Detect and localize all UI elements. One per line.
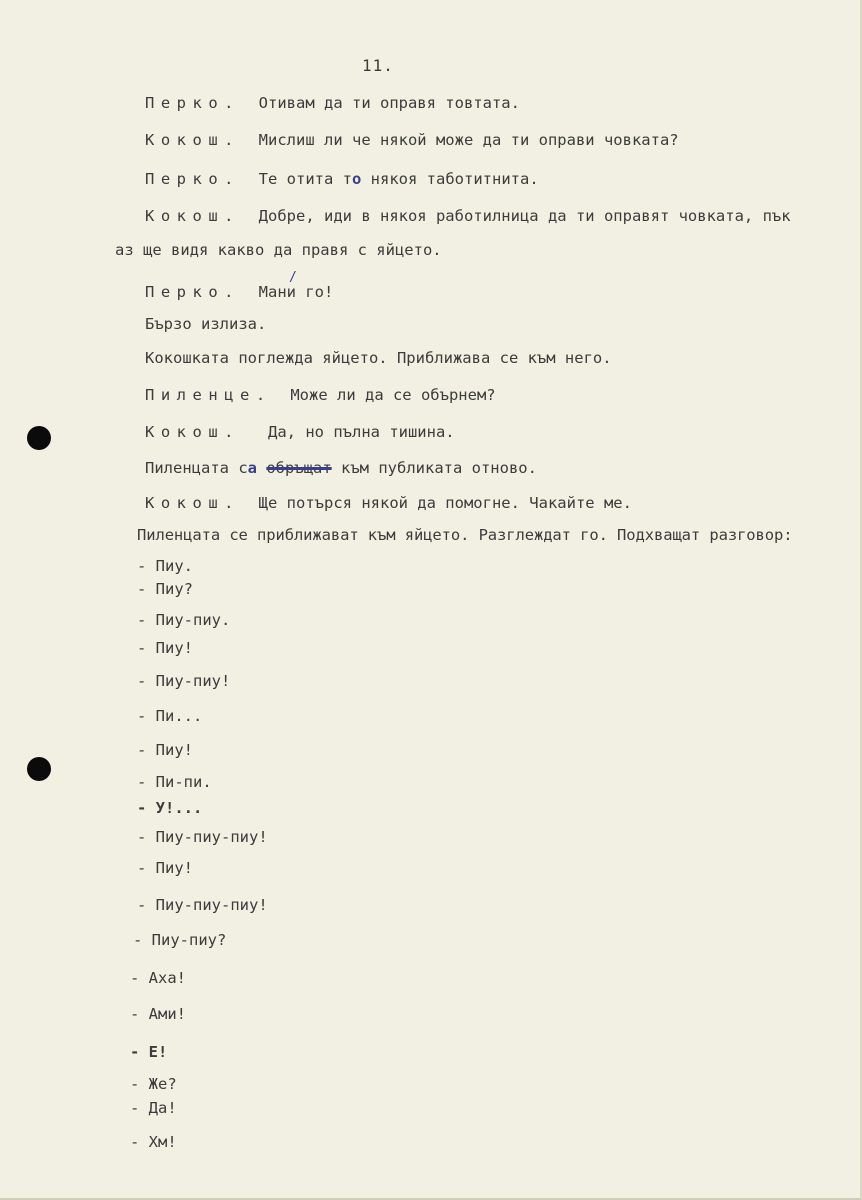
line-text: някоя таботитнита. [361,170,539,188]
dialogue-line: - Пиу-пиу-пиу! [137,896,268,914]
stage-direction [145,349,612,367]
dialogue-line: - Пиу-пиу-пиу! [137,828,268,846]
speaker-name: Кокош. [145,207,240,225]
dialogue-line: - Пиу-пиу. [137,611,231,629]
page-number: 11. [362,56,394,75]
script-line [145,386,496,404]
speaker-name: Кокош. [145,494,240,512]
line-text: Може ли да се обърнем? [290,386,496,404]
dialogue-line: - Же? [130,1075,177,1093]
line-text: Добре, иди в някоя работилница да ти оправят човката, пък [258,207,791,225]
line-text: аз ще видя какво да правя с яйцето. [115,241,442,259]
line-text: Те отита т [258,170,352,188]
stage-direction [145,315,266,333]
dialogue-line: - Ами! [130,1005,186,1023]
dialogue-line: - Пи... [137,707,203,725]
script-line [145,207,791,225]
line-text: Мислиш ли че някой може да ти оправи човката? [258,131,679,149]
line-text: Ще потърся някой да помогне. Чакайте ме. [258,494,632,512]
dialogue-line: - Аха! [130,969,186,987]
line-text: Пиленцата се приближават към яйцето. Разглеждат го. Подхващат разговор: [137,526,793,544]
stage-direction [145,459,537,477]
speaker-name: Пиленце. [145,386,272,404]
dialogue-line: - Да! [130,1099,177,1117]
dialogue-line: - Пи-пи. [137,773,212,791]
dialogue-line: - Пиу! [137,639,193,657]
struck-word: обръщат [266,459,332,477]
speaker-name: Кокош. [145,131,240,149]
line-text: Бързо излиза. [145,315,267,333]
script-line [145,283,333,301]
speaker-name: Перко. [145,283,240,301]
script-line [145,494,632,512]
dialogue-line: - Е! [130,1043,168,1061]
speaker-name: Перко. [145,170,240,188]
script-line [145,94,520,112]
punch-hole [27,757,51,781]
line-text: Пиленцата с [145,459,248,477]
dialogue-line: - Пиу-пиу! [137,672,231,690]
speaker-name: Перко. [145,94,240,112]
ink-correction: о [352,170,362,188]
line-text: към публиката отново. [331,459,537,477]
speaker-name: Кокош. [145,423,240,441]
line-text: Кокошката поглежда яйцето. Приближава се към него. [145,349,612,367]
script-line [115,241,442,259]
script-line [145,423,455,441]
script-line [145,131,679,149]
dialogue-line: - Пиу? [137,580,193,598]
stage-direction [137,526,792,544]
line-text: Отивам да ти оправя товтата. [258,94,520,112]
script-line [145,170,539,188]
dialogue-line: - Пиу! [137,741,193,759]
ink-accent-mark: / [289,270,297,285]
dialogue-line: - Пиу-пиу? [133,931,227,949]
punch-hole [27,426,51,450]
dialogue-line: - Хм! [130,1133,177,1151]
dialogue-line: - Пиу! [137,859,193,877]
dialogue-line: - Пиу. [137,557,193,575]
ink-correction: а [247,459,257,477]
dialogue-line: - У!... [137,799,203,817]
line-text: Мани го! [258,283,334,301]
line-text: Да, но пълна тишина. [268,423,455,441]
